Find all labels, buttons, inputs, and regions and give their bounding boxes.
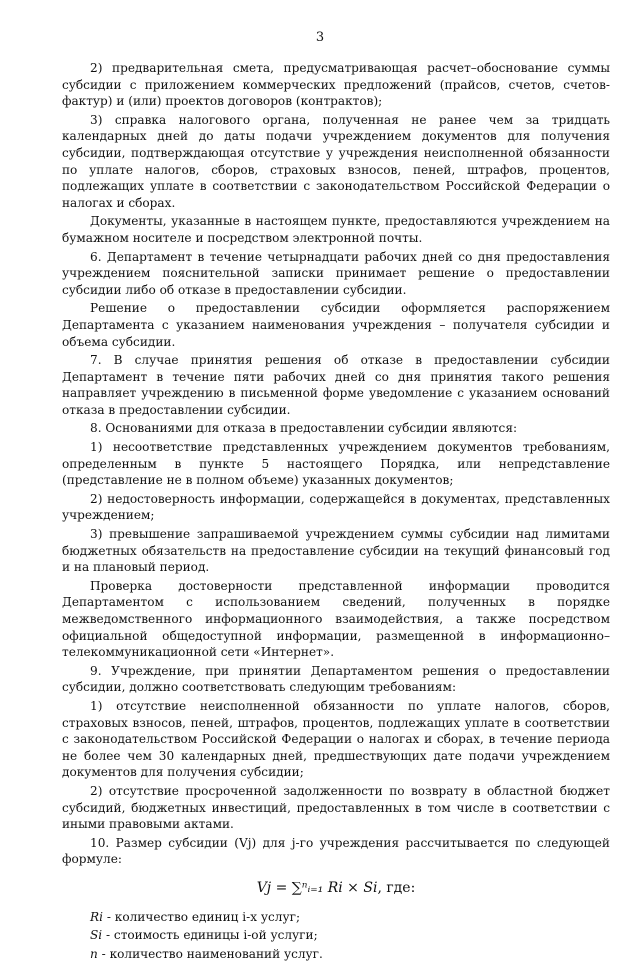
paragraph: 2) недостоверность информации, содержащейся в документах, представленных учреждением; <box>62 491 610 523</box>
page-number: 3 <box>315 30 325 45</box>
paragraph: 9. Учреждение, при принятии Департаментом решения о предоставлении субсидии, должно соответствовать следующим требованиям: <box>62 663 610 695</box>
subsidy-formula <box>62 880 610 897</box>
definition-text: - количество наименований услуг. <box>97 946 323 961</box>
definition-symbol: Ri <box>90 909 103 924</box>
definition-item <box>62 927 610 944</box>
paragraph: Проверка достоверности представленной информации проводится Департаментом с использованием сведений, полученных в порядке межведомственного информационного взаимодействия, а также посредством официальной общедоступной информации, размещенной в информационно–телекоммуникационной сети «Интернет». <box>62 578 610 660</box>
document-body <box>62 60 610 964</box>
definition-text: - количество единиц i-х услуг; <box>102 909 301 924</box>
paragraph: Решение о предоставлении субсидии оформляется распоряжением Департамента с указанием наименования учреждения – получателя субсидии и объема субсидии. <box>62 301 610 349</box>
paragraph: 8. Основаниями для отказа в предоставлении субсидии являются: <box>90 421 518 436</box>
formula-suffix: , где: <box>377 879 416 896</box>
paragraph: Документы, указанные в настоящем пункте, предоставляются учреждением на бумажном носителе и посредством электронной почты. <box>62 214 610 245</box>
paragraph: 2) предварительная смета, предусматривающая расчет–обоснование суммы субсидии с приложением коммерческих предложений (прайсов, счетов, счетов-фактур) и (или) проектов договоров (контрактов); <box>62 61 610 109</box>
formula-expression: Vj = ∑ⁿᵢ₌₁ Ri × Si <box>256 879 378 896</box>
paragraph: 1) отсутствие неисполненной обязанности по уплате налогов, сборов, страховых взносов, пеней, штрафов, процентов, подлежащих уплате в соответствии с законодательством Российской Федерации о налогах и сборах, в течение периода не более чем 30 календарных дней, предшествующих дате подачи учреждением документов для получения субсидии; <box>62 698 610 780</box>
paragraph: 7. В случае принятия решения об отказе в предоставлении субсидии Департамент в течение пяти рабочих дней со дня принятия такого решения направляет учреждению в письменной форме уведомление с указанием оснований отказа в предоставлении субсидии. <box>62 353 610 417</box>
definition-text: - стоимость единицы i-ой услуги; <box>102 928 318 943</box>
paragraph: 10. Размер субсидии (Vj) для j-го учреждения рассчитывается по следующей формуле: <box>62 835 610 867</box>
definition-item <box>62 946 610 963</box>
paragraph: 1) несоответствие представленных учреждением документов требованиям, определенным в пункте 5 настоящего Порядка, или непредставление (представление не в полном объеме) указанных документов; <box>62 440 610 488</box>
definition-symbol: n <box>90 946 98 961</box>
definition-item <box>62 909 610 926</box>
paragraph: 6. Департамент в течение четырнадцати рабочих дней со дня предоставления учреждением пояснительной записки принимает решение о предоставлении субсидии либо об отказе в предоставлении субсидии. <box>62 249 610 297</box>
formula-definitions <box>62 909 610 963</box>
paragraph: 2) отсутствие просроченной задолженности по возврату в областной бюджет субсидий, бюджетных инвестиций, предоставленных в том числе в соответствии с иными правовыми актами. <box>62 783 610 832</box>
definition-symbol: Si <box>90 928 103 943</box>
paragraph: 3) превышение запрашиваемой учреждением суммы субсидии над лимитами бюджетных обязательств на предоставление субсидии на текущий финансовый год и на плановый период. <box>62 527 610 575</box>
paragraph: 3) справка налогового органа, полученная не ранее чем за тридцать календарных дней до даты подачи учреждением документов для получения субсидии, подтверждающая отсутствие у учреждения неисполненной обязанности по уплате налогов, сборов, страховых взносов, пеней, штрафов, процентов, подлежащих уплате в соответствии с законодательством Российской Федерации о налогах и сборах. <box>62 112 610 210</box>
